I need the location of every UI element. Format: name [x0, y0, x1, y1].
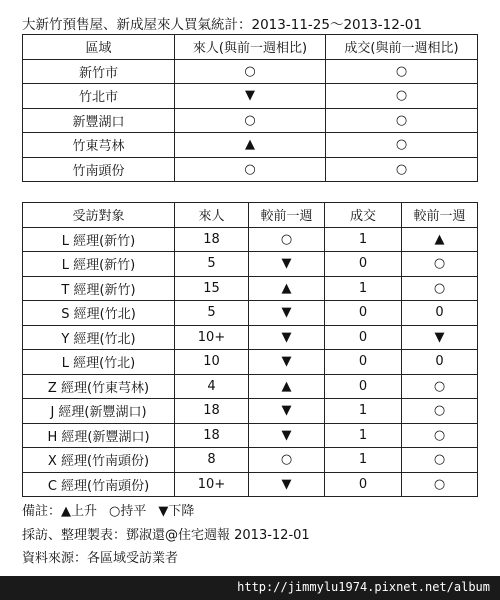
table-cell: 10 — [175, 350, 249, 375]
visit-row — [23, 399, 478, 424]
table-cell: ▼ — [249, 423, 325, 448]
table-cell: T 經理(新竹) — [23, 276, 175, 301]
table-cell: 18 — [175, 227, 249, 252]
table-cell: L 經理(新竹) — [23, 227, 175, 252]
table-cell: ▲ — [249, 374, 325, 399]
table-cell: ○ — [326, 84, 478, 109]
table-cell: 0 — [325, 252, 402, 277]
visit-row — [23, 448, 478, 473]
table-cell: 竹東芎林 — [23, 133, 175, 158]
header-row — [23, 203, 478, 228]
legend-flat: ○持平 — [109, 504, 147, 519]
legend-label: 備註： — [22, 504, 62, 519]
table-cell: ○ — [249, 227, 325, 252]
table-cell: ○ — [249, 448, 325, 473]
table-cell: 新豐湖口 — [23, 108, 175, 133]
table-cell: 1 — [325, 399, 402, 424]
credit-note: 採訪、整理製表：鄧淑還@住宅週報 2013-12-01 — [22, 528, 310, 543]
table-cell: 竹北市 — [23, 84, 175, 109]
table-cell: 1 — [325, 448, 402, 473]
table-cell: 4 — [175, 374, 249, 399]
table-cell: ▲ — [402, 227, 478, 252]
table-cell: ▲ — [249, 276, 325, 301]
table-cell: ○ — [326, 157, 478, 182]
column-header: 受訪對象 — [23, 203, 175, 228]
table-cell: 5 — [175, 301, 249, 326]
table-cell: ▼ — [249, 350, 325, 375]
table-cell: 0 — [325, 325, 402, 350]
visit-row — [23, 325, 478, 350]
table-cell: 10+ — [175, 325, 249, 350]
table-cell: 0 — [325, 472, 402, 497]
table-cell: 10+ — [175, 472, 249, 497]
table-cell: ○ — [402, 252, 478, 277]
visitor-detail-table — [22, 202, 478, 497]
table-cell: ▼ — [249, 325, 325, 350]
visit-row — [23, 252, 478, 277]
table-cell: 15 — [175, 276, 249, 301]
table-cell: 18 — [175, 423, 249, 448]
table-cell: ○ — [402, 472, 478, 497]
table-cell: J 經理(新豐湖口) — [23, 399, 175, 424]
table-cell: L 經理(竹北) — [23, 350, 175, 375]
table-cell: 8 — [175, 448, 249, 473]
table-cell: ○ — [402, 399, 478, 424]
table-cell: 0 — [325, 301, 402, 326]
table-cell: Y 經理(竹北) — [23, 325, 175, 350]
table-cell: ▼ — [175, 84, 326, 109]
region-summary-table — [22, 34, 478, 182]
table-cell: 1 — [325, 423, 402, 448]
table-cell: ○ — [326, 133, 478, 158]
table-cell: ○ — [402, 374, 478, 399]
table-cell: ▼ — [402, 325, 478, 350]
visit-row — [23, 227, 478, 252]
visit-row — [23, 423, 478, 448]
table-cell: ▲ — [175, 133, 326, 158]
legend-up: ▲上升 — [61, 504, 98, 519]
table-cell: 0 — [325, 374, 402, 399]
table-cell: ○ — [402, 448, 478, 473]
visit-row — [23, 276, 478, 301]
table-cell: ○ — [175, 157, 326, 182]
region-row — [23, 108, 478, 133]
legend-down: ▼下降 — [158, 504, 195, 519]
table-cell: 0 — [325, 350, 402, 375]
watermark-text: http://jimmylu1974.pixnet.net/album — [237, 580, 490, 594]
table-cell: ○ — [402, 276, 478, 301]
table-cell: L 經理(新竹) — [23, 252, 175, 277]
page-title: 大新竹預售屋、新成屋來人買氣統計：2013-11-25～2013-12-01 — [22, 17, 422, 33]
table-cell: 1 — [325, 276, 402, 301]
visit-row — [23, 374, 478, 399]
table-cell: 1 — [325, 227, 402, 252]
table-cell: ▼ — [249, 301, 325, 326]
table-cell: ○ — [175, 59, 326, 84]
watermark-bar — [0, 576, 500, 600]
legend-note — [22, 500, 194, 519]
table-cell: ▼ — [249, 472, 325, 497]
table-cell: 新竹市 — [23, 59, 175, 84]
visit-row — [23, 472, 478, 497]
header-row — [23, 35, 478, 60]
table-cell: 5 — [175, 252, 249, 277]
column-header: 來人(與前一週相比) — [175, 35, 326, 60]
column-header: 成交 — [325, 203, 402, 228]
table-cell: ▼ — [249, 399, 325, 424]
table-cell: ○ — [326, 59, 478, 84]
table-cell: ○ — [402, 423, 478, 448]
table-cell: 0 — [402, 301, 478, 326]
column-header: 區域 — [23, 35, 175, 60]
region-row — [23, 157, 478, 182]
region-row — [23, 84, 478, 109]
region-row — [23, 133, 478, 158]
table-cell: X 經理(竹南頭份) — [23, 448, 175, 473]
column-header: 較前一週 — [249, 203, 325, 228]
table-cell: S 經理(竹北) — [23, 301, 175, 326]
column-header: 較前一週 — [402, 203, 478, 228]
table-cell: H 經理(新豐湖口) — [23, 423, 175, 448]
table-cell: C 經理(竹南頭份) — [23, 472, 175, 497]
table-cell: ○ — [175, 108, 326, 133]
source-note: 資料來源：各區域受訪業者 — [22, 551, 179, 566]
table-cell: 竹南頭份 — [23, 157, 175, 182]
table-cell: ○ — [326, 108, 478, 133]
table-cell: 0 — [402, 350, 478, 375]
column-header: 成交(與前一週相比) — [326, 35, 478, 60]
table-cell: Z 經理(竹東芎林) — [23, 374, 175, 399]
region-row — [23, 59, 478, 84]
visit-row — [23, 350, 478, 375]
table-cell: ▼ — [249, 252, 325, 277]
visit-row — [23, 301, 478, 326]
column-header: 來人 — [175, 203, 249, 228]
table-cell: 18 — [175, 399, 249, 424]
